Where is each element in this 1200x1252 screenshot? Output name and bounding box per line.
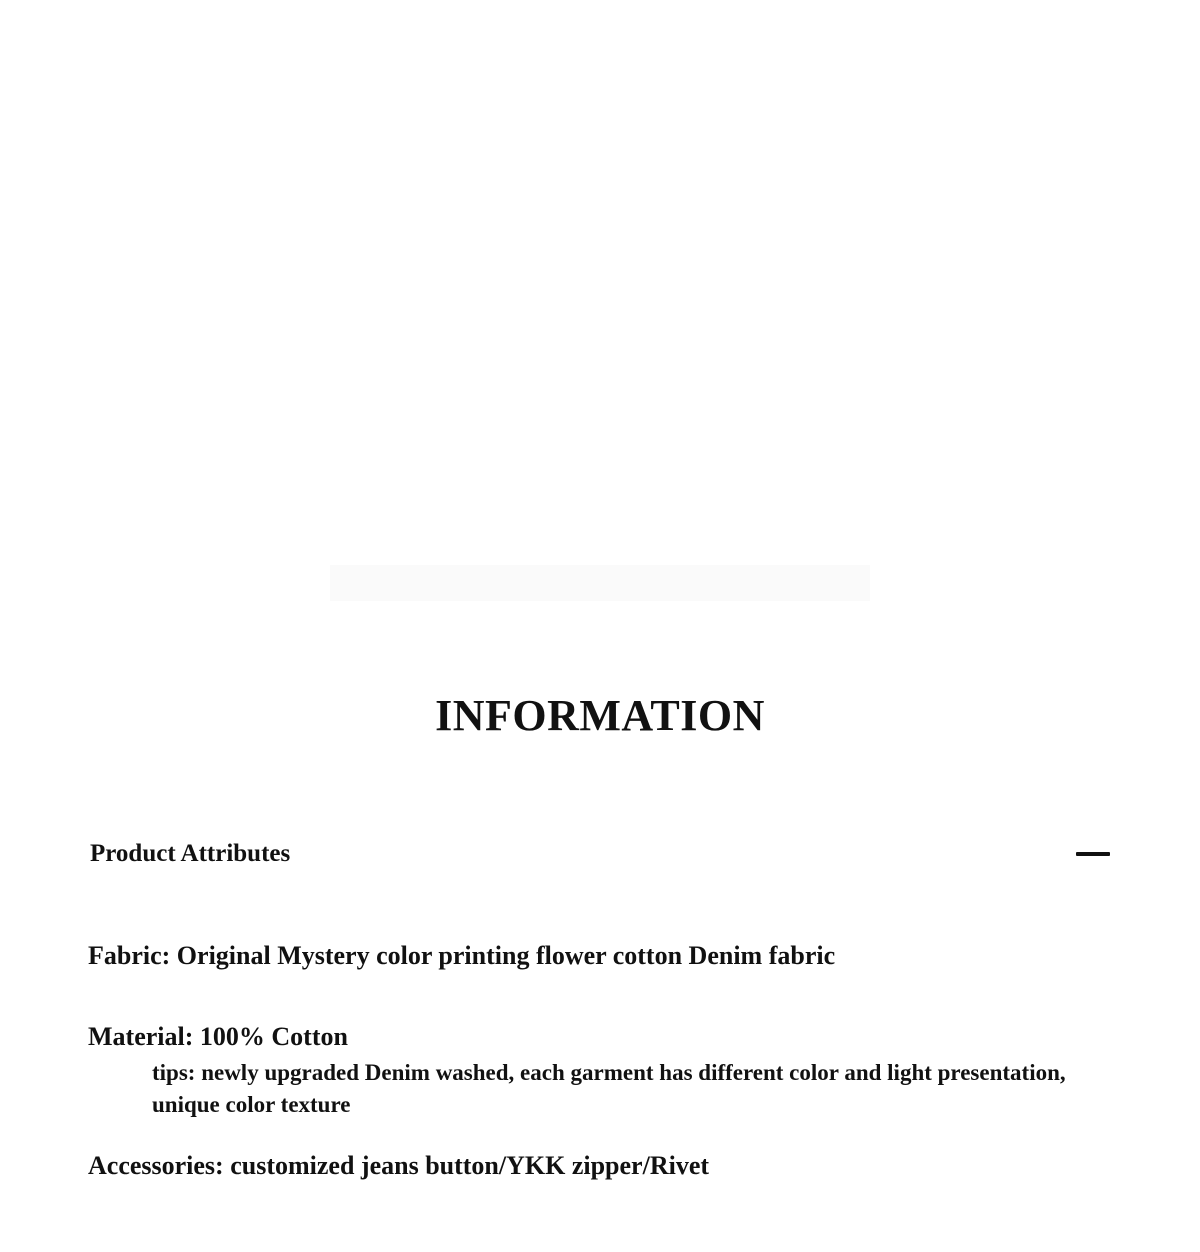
attribute-fabric: Fabric: Original Mystery color printing flower cotton Denim fabric <box>88 941 836 970</box>
minus-icon[interactable] <box>1076 846 1112 864</box>
attribute-accessories: Accessories: customized jeans button/YKK zipper/Rivet <box>88 1151 710 1181</box>
product-attributes-list <box>88 940 1140 1183</box>
section-header <box>88 840 1112 884</box>
section-title-product-attributes: Product Attributes <box>90 840 291 867</box>
attribute-material: Material: 100% Cotton <box>88 1021 348 1051</box>
background-band <box>330 565 870 601</box>
attribute-material-tip: tips: newly upgraded Denim washed, each garment has different color and light presentation, unique color texture <box>152 1060 1066 1117</box>
minus-icon-bar <box>1076 852 1110 856</box>
page-title: INFORMATION <box>435 691 765 741</box>
